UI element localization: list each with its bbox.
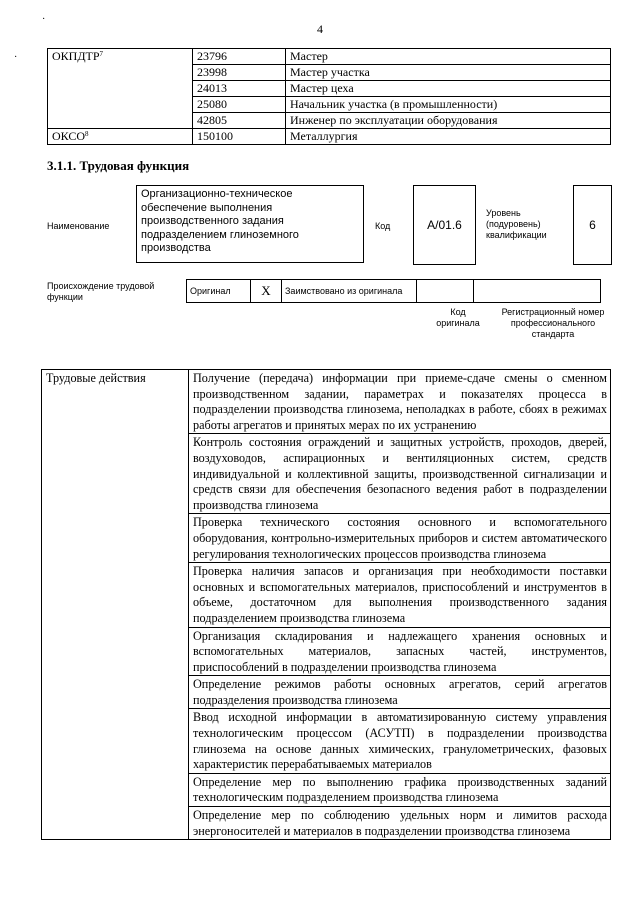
occupation-cell: Начальник участка (в промышленности) <box>286 97 611 113</box>
code-cell: 150100 <box>193 129 286 145</box>
occupation-cell: Мастер цеха <box>286 81 611 97</box>
code-cell: 25080 <box>193 97 286 113</box>
action-item: Определение режимов работы основных агрегатов, серий агрегатов подразделения производства глинозема <box>189 676 611 709</box>
action-item: Проверка наличия запасов и организация при необходимости поставки основных и вспомогательных материалов, приспособлений и инструментов в объеме, достаточном для выполнения производственного задания подразделением производства глинозема <box>189 563 611 627</box>
action-item: Получение (передача) информации при приеме-сдаче смены о сменном производственном задании, параметрах и показателях процесса в подразделении производства глинозема, неполадках в работе, сбоях в режимах работы агрегатов и принятых мерах по их устранению <box>189 370 611 434</box>
borrowed-label: Заимствовано из оригинала <box>282 280 417 303</box>
name-label: Наименование <box>47 221 110 231</box>
table-row <box>42 370 611 434</box>
original-code-caption: Код оригинала <box>436 307 480 328</box>
code-cell: 23998 <box>193 65 286 81</box>
table-row <box>48 49 611 65</box>
scan-mark: · <box>14 52 18 63</box>
labor-actions-table <box>41 369 611 840</box>
level-label: Уровень (подуровень) квалификации <box>486 208 547 240</box>
level-value-box: 6 <box>573 185 612 265</box>
action-item: Проверка технического состояния основного и вспомогательного оборудования, контрольно-измерительных приборов и систем автоматического регулирования технологических процессов производства глинозема <box>189 514 611 563</box>
registration-number-cell <box>474 280 601 303</box>
action-item: Организация складирования и надлежащего хранения основных и вспомогательных материалов, запасных частей, инструментов, приспособлений в подразделении производства глинозема <box>189 627 611 676</box>
code-cell: 23796 <box>193 49 286 65</box>
action-item: Определение мер по выполнению графика производственных заданий технологическим подразделением производства глинозема <box>189 773 611 806</box>
occupation-cell: Металлургия <box>286 129 611 145</box>
code-cell: 42805 <box>193 113 286 129</box>
footnote-mark: 8 <box>85 130 89 138</box>
code-label: Код <box>375 221 391 231</box>
registration-caption: Регистрационный номер профессионального стандарта <box>501 307 605 339</box>
function-name-box: Организационно-техническое обеспечение выполнения производственного задания подразделением глиноземного производства <box>136 185 364 263</box>
occupation-cell: Инженер по эксплуатации оборудования <box>286 113 611 129</box>
table-row <box>187 280 601 303</box>
occupation-cell: Мастер <box>286 49 611 65</box>
section-title: 3.1.1. Трудовая функция <box>47 158 190 173</box>
page-number: 4 <box>317 22 323 36</box>
table-row <box>48 129 611 145</box>
original-code-cell <box>417 280 474 303</box>
original-label: Оригинал <box>187 280 251 303</box>
action-item: Определение мер по соблюдению удельных норм и лимитов расхода энергоносителей и материалов в подразделении производства глинозема <box>189 807 611 840</box>
code-cell: 24013 <box>193 81 286 97</box>
classifier-cell: ОКПДТР$^7$ <box>48 49 193 129</box>
original-mark: X <box>251 280 282 303</box>
scan-mark: · <box>42 14 46 25</box>
footnote-mark: 7 <box>99 50 104 58</box>
occupation-cell: Мастер участка <box>286 65 611 81</box>
origin-label: Происхождение трудовой функции <box>47 281 155 302</box>
classifier-cell: ОКСО$^8$ <box>48 129 193 145</box>
action-item: Контроль состояния ограждений и защитных устройств, проходов, дверей, воздуховодов, аспирационных и вентиляционных систем, средств индивидуальной и коллективной защиты, производственной сигнализации и средств связи для обеспечения безопасного ведения работ в подразделении производства глинозема <box>189 434 611 514</box>
classification-codes-table <box>47 48 611 145</box>
origin-table <box>186 279 601 303</box>
actions-label: Трудовые действия <box>42 370 189 840</box>
function-code-box: A/01.6 <box>413 185 476 265</box>
action-item: Ввод исходной информации в автоматизированную систему управления технологическим процессом (АСУТП) в подразделении производства глинозема на основе данных химических, гранулометрических, фазовых характеристик перерабатываемых материалов <box>189 709 611 773</box>
